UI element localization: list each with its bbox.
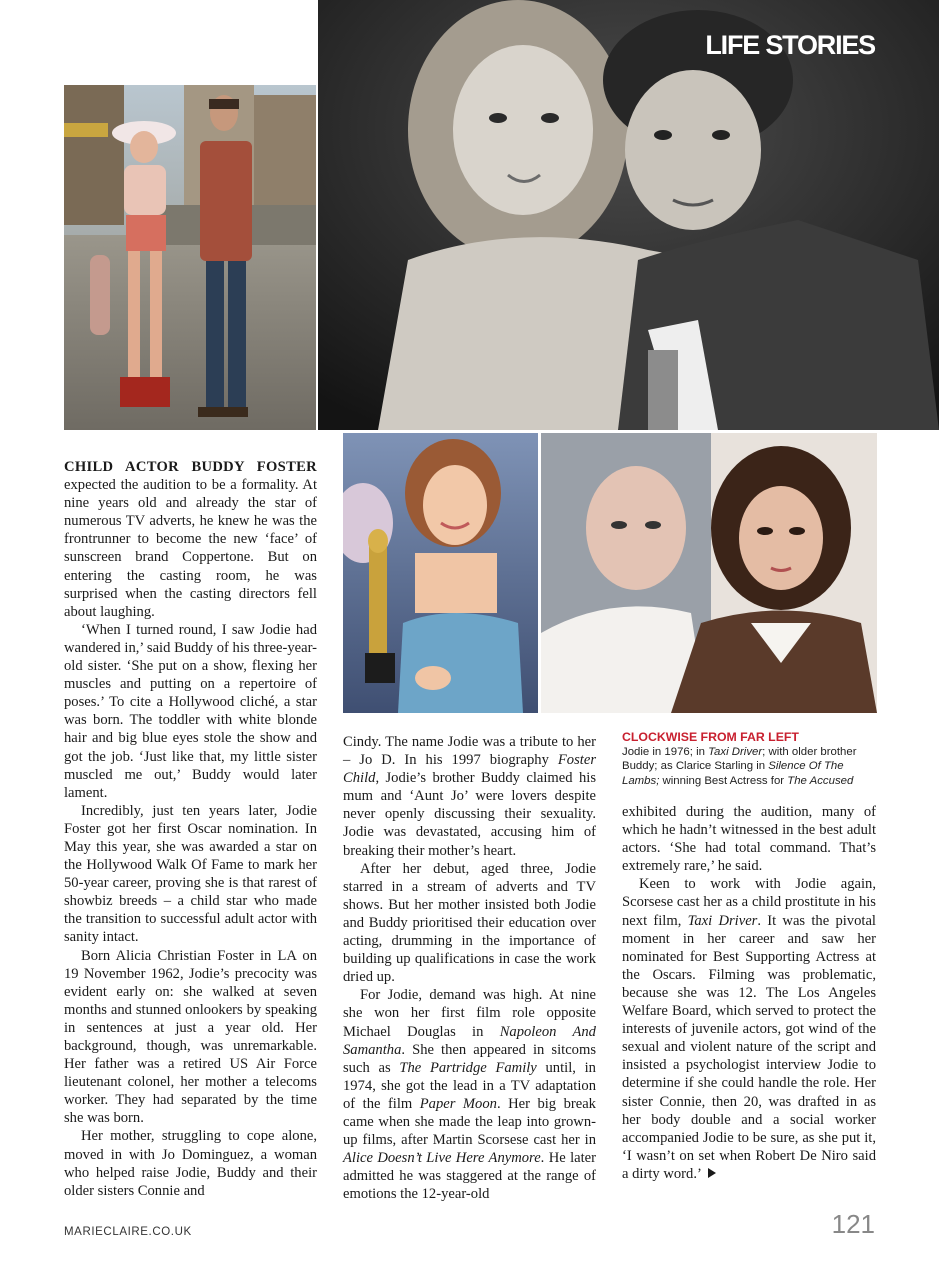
- paragraph: Born Alicia Christian Foster in LA on 19 November 1962, Jodie’s precocity was evident early on: she walked at seven months and stunned onlookers by speaking in sentences at just a year old. Her background, though, was unremarkable. Her father was a retired US Air Force lieutenant colonel, her mother a telecoms worker. They had separated by the time she was born.: [64, 947, 317, 1127]
- paragraph: ‘When I turned round, I saw Jodie had wandered in,’ said Buddy of his three-year-old sister. ‘She put on a show, flexing her muscles and putting on a repertoire of poses.’ To cite a Hollywood cliché, a star was born. The toddler with white blonde hair and big blue eyes stole the show and got the job. ‘Just like that, my little sister muscled me out,’ Buddy would later lament.: [64, 621, 317, 801]
- bw-portrait-graphic: [318, 0, 939, 430]
- caption-film-title: The Accused: [787, 774, 854, 787]
- film-title: Taxi Driver: [687, 912, 758, 929]
- paragraph-text: . It was the pivotal moment in her career and saw her nominated for Best Supporting Actress at the Oscars. Filming was problematic, because she was 12. The Los Angeles Welfare Board, which served to protect the interests of juvenile actors, got wind of the sexual and violent nature of the script and insisted a psychologist interview Jodie to determine if she could handle the role. Her sister Connie, then 20, was drafted in as her body double and a social worker accompanied Jodie to be sure, as she put it, ‘I wasn’t on set when Robert De Niro said a dirty word.’: [622, 912, 876, 1182]
- photo-jodie-1976-street: [64, 85, 316, 430]
- paragraph-text: For Jodie, demand was high. At nine she won her first film role opposite Michael Douglas in: [343, 987, 596, 1040]
- film-title: Paper Moon: [419, 1095, 497, 1112]
- paragraph: [64, 458, 317, 621]
- end-of-article-triangle-icon: [708, 1168, 716, 1178]
- paragraph-text: . He later admitted he was staggered at the range of emotions the 12-year-old: [343, 1150, 596, 1203]
- book-title: Foster Child: [343, 752, 596, 787]
- film-title: Napoleon And Samantha: [343, 1023, 596, 1058]
- paragraph: Incredibly, just ten years later, Jodie Foster got her first Oscar nomination. In May this year, she was awarded a star on the Hollywood Walk Of Fame to mark her 50-year career, proving she is that rarest of showbiz breeds – a child star who made the transition to successful adult actor with sanity intact.: [64, 802, 317, 946]
- paragraph-text: expected the audition to be a formality. At nine years old and already the star of numerous TV adverts, he knew he was the frontrunner to become the new ‘face’ of sunscreen brand Coppertone. But on entering the casting room, he was surprised when the casting directors fell about laughing.: [64, 477, 317, 620]
- paragraph: [343, 986, 596, 1203]
- show-title: The Partridge Family: [399, 1059, 537, 1076]
- paragraph: [622, 875, 876, 1183]
- article-column-1: [64, 458, 317, 1200]
- footer-website: MARIECLAIRE.CO.UK: [64, 1226, 192, 1238]
- article-column-3: [622, 803, 876, 1183]
- paragraph-text: Keen to work with Jodie again, Scorsese cast her as a child prostitute in his next film,: [622, 876, 876, 929]
- photo-jodie-oscar: [343, 433, 538, 713]
- silence-graphic: [541, 433, 877, 713]
- article-column-2: [343, 733, 596, 1203]
- paragraph-text: . Her big break came when she made the leap into grown-up films, after Martin Scorsese cast her in: [343, 1095, 596, 1149]
- paragraph-text: , Jodie’s brother Buddy claimed his mum and ‘Aunt Jo’ were lovers despite never openly discussing their sexuality. Jodie was devastated, accusing him of breaking their mother’s heart.: [343, 770, 596, 859]
- paragraph-text: . She then appeared in sitcoms such as: [343, 1041, 596, 1076]
- caption-text: [622, 745, 882, 788]
- street-scene-graphic: [64, 85, 316, 430]
- paragraph-text: Cindy. The name Jodie was a tribute to her – Jo D. In his 1997 biography: [343, 734, 596, 769]
- film-title: Alice Doesn’t Live Here Anymore: [343, 1150, 541, 1167]
- caption-part: ; with older brother Buddy; as Clarice Starling in: [622, 746, 857, 773]
- oscar-graphic: [343, 433, 538, 713]
- paragraph-text: until, in 1974, she got the lead in a TV adaptation of the film: [343, 1059, 596, 1112]
- paragraph: After her debut, aged three, Jodie starred in a stream of adverts and TV shows. But her mother insisted both Jodie and Buddy prioritised their education over acting, drumming in the importance of building up qualifications in case the work dried up.: [343, 860, 596, 986]
- paragraph: [343, 733, 596, 860]
- caption-part: Jodie in 1976; in: [622, 746, 709, 759]
- section-label: LIFE STORIES: [705, 30, 875, 60]
- paragraph: exhibited during the audition, many of which he hadn’t witnessed in the best adult actors. ‘She had total command. That’s extremely rare,’ he said.: [622, 804, 876, 875]
- paragraph: Her mother, struggling to cope alone, moved in with Jo Dominguez, a woman who helped raise Jodie, Buddy and their older sisters Connie and: [64, 1128, 317, 1199]
- photo-jodie-with-brother-bw: [318, 0, 939, 430]
- photo-silence-of-the-lambs: [541, 433, 877, 713]
- page-number: 121: [831, 1209, 875, 1239]
- caption-part: winning Best Actress for: [659, 774, 788, 787]
- lead-in: CHILD ACTOR BUDDY FOSTER: [64, 459, 317, 475]
- caption-film-title: Silence Of The Lambs;: [622, 760, 844, 787]
- caption-film-title: Taxi Driver: [708, 746, 763, 759]
- photo-caption: [622, 730, 882, 788]
- caption-heading: CLOCKWISE FROM FAR LEFT: [622, 730, 799, 744]
